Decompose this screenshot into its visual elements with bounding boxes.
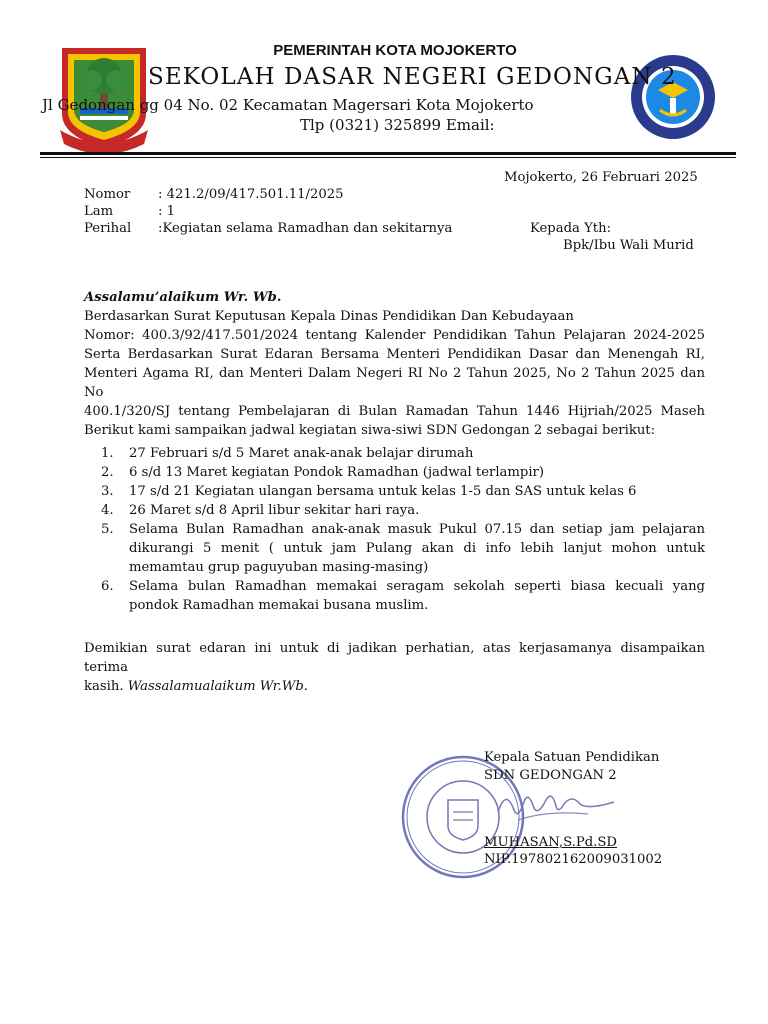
letterhead-thin-rule: [40, 157, 736, 158]
paragraph-line: Nomor: 400.3/92/417.501/2024 tentang Kalender Pendidikan Tahun Pelajaran 2024-2025: [84, 328, 705, 343]
school-address: Jl Gedongan gg 04 No. 02 Kecamatan Magersari Kota Mojokerto: [42, 96, 534, 114]
list-item: [84, 577, 705, 615]
recipient-name: Bpk/Ibu Wali Murid: [563, 238, 694, 253]
meta-label-lampiran: Lam: [84, 204, 114, 219]
meta-label-perihal: Perihal: [84, 221, 132, 236]
paragraph-line: 400.1/320/SJ tentang Pembelajaran di Bulan Ramadan Tahun 1446 Hijriah/2025 Maseh: [84, 404, 705, 419]
paragraph-line: Berikut kami sampaikan jadwal kegiatan siwa-siwi SDN Gedongan 2 sebagai berikut:: [84, 423, 656, 438]
greeting: Assalamu’alaikum Wr. Wb.: [84, 290, 282, 305]
list-text: Selama bulan Ramadhan memakai seragam sekolah seperti biasa kecuali yang pondok Ramadhan memakai busana muslim.: [129, 579, 705, 613]
recipient-label: Kepada Yth:: [530, 221, 612, 236]
meta-label-nomor: Nomor: [84, 187, 131, 202]
list-number: 3.: [101, 484, 114, 499]
list-text: 17 s/d 21 Kegiatan ulangan bersama untuk kelas 1-5 dan SAS untuk kelas 6: [129, 484, 637, 499]
list-item: [84, 501, 705, 520]
list-text: 6 s/d 13 Maret kegiatan Pondok Ramadhan (jadwal terlampir): [129, 465, 545, 480]
paragraph-line: Serta Berdasarkan Surat Edaran Bersama Menteri Pendidikan Dasar dan Menengah RI,: [84, 347, 705, 362]
school-name: SEKOLAH DASAR NEGERI GEDONGAN 2: [148, 64, 677, 90]
list-item: [84, 463, 705, 482]
meta-value-nomor: : 421.2/09/417.501.11/2025: [158, 187, 344, 202]
closing-plain: kasih.: [84, 679, 128, 694]
meta-value-perihal: :Kegiatan selama Ramadhan dan sekitarnya: [158, 221, 453, 236]
government-header: PEMERINTAH KOTA MOJOKERTO: [273, 42, 517, 59]
signatory-school: SDN GEDONGAN 2: [484, 768, 617, 783]
signatory-nip: NIP.197802162009031002: [484, 852, 663, 867]
letterhead-thick-rule: [40, 152, 736, 155]
signatory-name: MUHASAN,S.Pd.SD: [484, 835, 617, 850]
list-item: [84, 520, 705, 577]
intro-paragraph: [84, 307, 705, 440]
paragraph-line: Menteri Agama RI, dan Menteri Dalam Negeri RI No 2 Tahun 2025, No 2 Tahun 2025 dan No: [84, 366, 705, 400]
closing-line: Demikian surat edaran ini untuk di jadikan perhatian, atas kerjasamanya disampaikan terima: [84, 641, 705, 675]
list-text: 27 Februari s/d 5 Maret anak-anak belajar dirumah: [129, 446, 474, 461]
letter-date: Mojokerto, 26 Februari 2025: [504, 170, 698, 185]
meta-value-lampiran: : 1: [158, 204, 176, 219]
list-item: [84, 444, 705, 463]
list-text: Selama Bulan Ramadhan anak-anak masuk Pukul 07.15 dan setiap jam pelajaran dikurangi 5 menit ( untuk jam Pulang akan di info lebih lanjut mohon untuk memamtau grup paguyuban masing-masing): [129, 522, 705, 575]
signatory-title: Kepala Satuan Pendidikan: [484, 750, 660, 765]
closing-farewell: Wassalamualaikum Wr.Wb.: [127, 679, 309, 694]
list-number: 5.: [101, 522, 114, 537]
list-text: 26 Maret s/d 8 April libur sekitar hari raya.: [129, 503, 420, 518]
list-number: 2.: [101, 465, 114, 480]
list-number: 6.: [101, 579, 114, 594]
paragraph-line: Berdasarkan Surat Keputusan Kepala Dinas Pendidikan Dan Kebudayaan: [84, 309, 574, 324]
schedule-list: [84, 444, 705, 615]
list-item: [84, 482, 705, 501]
handwritten-signature: [488, 780, 618, 830]
school-phone: Tlp (0321) 325899 Email:: [300, 116, 495, 134]
list-number: 1.: [101, 446, 114, 461]
list-number: 4.: [101, 503, 114, 518]
closing-paragraph: [84, 639, 705, 696]
